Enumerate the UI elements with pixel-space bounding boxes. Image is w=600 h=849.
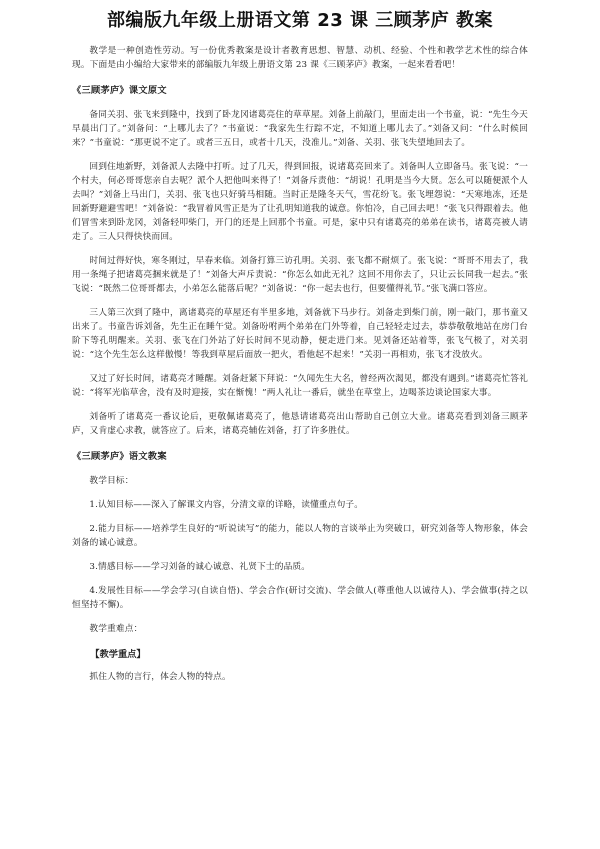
goal-item: 1.认知目标——深入了解课文内容，分清文章的详略，读懂重点句子。 [89,500,364,510]
story-paragraph: 回到住地新野，刘备派人去隆中打听。过了几天，得到回报，说诸葛亮回来了。刘备叫人立即备马。张飞说：“一个村夫，何必哥哥您亲自去呢？派个人把他叫来得了！”刘备斥责他：“胡说！孔明是当今大贤。怎么可以随便派个人去叫？”刘备上马出门，关羽、张飞也只好骑马相随。当时正是隆冬天气，雪花纷飞。张飞埋怨说：“天寒地冻，还是回新野避避雪吧！”刘备说：“我冒着风雪正是为了让孔明知道我的诚意。你怕冷，自己回去吧！”张飞只得跟着去。他们冒雪来到卧龙冈，刘备轻叩柴门，开门的还是上回那个书童。可是，家中只有诸葛亮的弟弟在读书，诸葛亮被人请走了。三人只得快快而回。 [72,162,528,242]
goals-label: 教学目标： [89,476,134,486]
document-title: 部编版九年级上册语文第 23 课 三顾茅庐 教案 [106,10,494,31]
story-paragraph: 备同关羽、张飞来到隆中，找到了卧龙冈诸葛亮住的草草屋。刘备上前敲门，里面走出一个书童，说：“先生今天早晨出门了。”刘备问：“上哪儿去了？”书童说：“我家先生行踪不定，不知道上哪儿去了。”刘备又问：“什么时候回来？”书童说：“那更说不定了。或者三五日，或者十几天，没准儿。”刘备、关羽、张飞失望地回去了。 [72,110,528,148]
keypoints-text: 抓住人物的言行，体会人物的特点。 [89,672,231,682]
section-heading-original-text: 《三顾茅庐》课文原文 [72,85,167,96]
story-paragraph: 三人第三次到了隆中，离诸葛亮的草屋还有半里多地，刘备就下马步行。刘备走到柴门前，刚一敲门，那书童又出来了。书童告诉刘备，先生正在睡午觉。刘备吩咐两个弟弟在门外等着，自己轻轻走过去，恭恭敬敬地站在房门台阶下等孔明醒来。关羽、张飞在门外站了好长时间不见动静，便走进门来。见刘备还站着等，张飞气极了，对关羽说：“这个先生怎么这样傲慢！等我到草屋后面放一把火，看他起不起来！”关羽一再相劝，张飞才没放火。 [72,308,528,360]
goal-item: 3.情感目标——学习刘备的诚心诚意、礼贤下士的品质。 [89,562,311,572]
story-paragraph: 刘备听了诸葛亮一番议论后，更敬佩诸葛亮了，他恳请诸葛亮出山帮助自己创立大业。诸葛亮看到刘备三顾茅庐，又肯虚心求教，就答应了。后来，诸葛亮辅佐刘备，打了许多胜仗。 [72,412,528,436]
story-paragraph: 又过了好长时间，诸葛亮才睡醒。刘备赶紧下拜说：“久闻先生大名，曾经两次渴见，都没有遇到。”诸葛亮忙答礼说：“将军光临草舍，没有及时迎接，实在惭愧！”两人礼让一番后，就坐在草堂上，边喝茶边谈论国家大事。 [72,374,528,398]
story-paragraph: 时间过得好快，寒冬刚过，早春来临。刘备打算三访孔明。关羽、张飞都不耐烦了。张飞说：“哥哥不用去了，我用一条绳子把诸葛亮捆来就是了！”刘备大声斥责说：“你怎么如此无礼？这回不用你去了，只让云长同我一起去。”张飞说：“既然二位哥哥都去，小弟怎么能落后呢？”刘备说：“你一起去也行，但要懂得礼节。”张飞满口答应。 [72,256,528,294]
intro-paragraph: 教学是一种创造性劳动。写一份优秀教案是设计者教育思想、智慧、动机、经验、个性和教学艺术性的综合体现。下面是由小编给大家带来的部编版九年级上册语文第 23 课《三顾茅庐》教案，一起来看看吧！ [72,46,528,70]
keypoints-bracket-heading: 【教学重点】 [90,649,146,660]
section-heading-lesson-plan: 《三顾茅庐》语文教案 [72,451,167,462]
goal-item: 4.发展性目标——学会学习(自读自悟)、学会合作(研讨交流)、学会做人(尊重他人以诚待人)、学会做事(持之以恒坚持不懈)。 [72,586,528,610]
keypoints-label: 教学重难点： [89,624,143,634]
goal-item: 2.能力目标——培养学生良好的“听说读写”的能力，能以人物的言谈举止为突破口，研究刘备等人物形象，体会刘备的诚心诚意。 [72,524,528,548]
